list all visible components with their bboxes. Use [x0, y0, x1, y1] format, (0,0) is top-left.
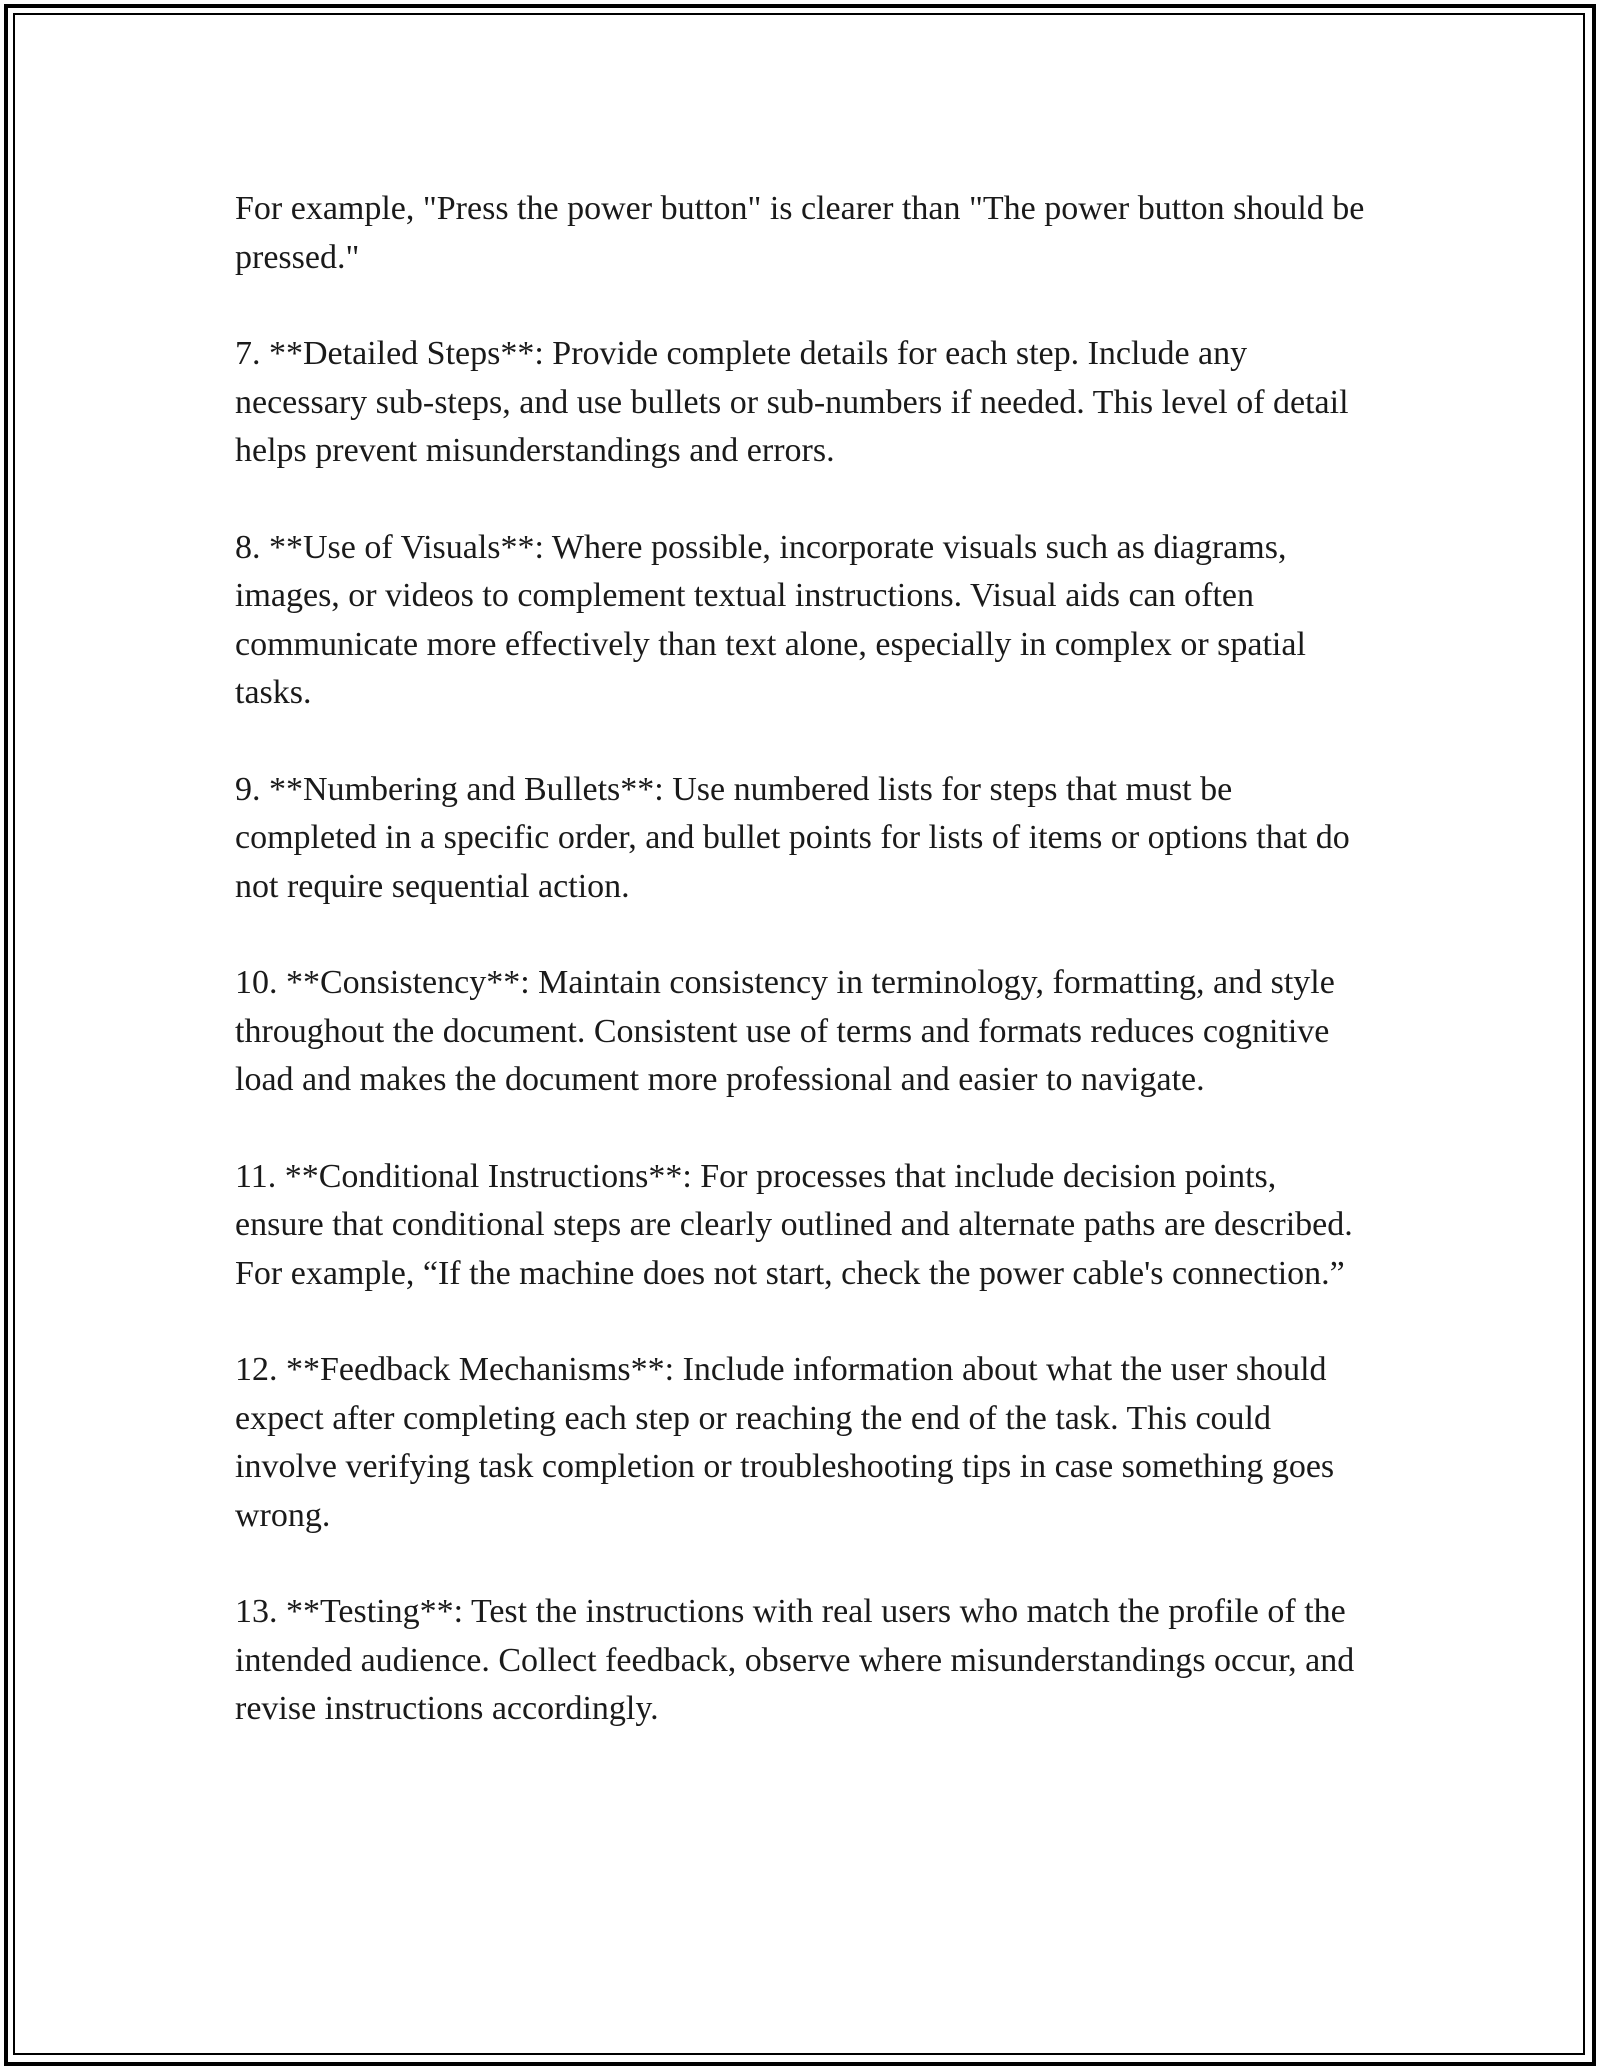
paragraph-use-of-visuals: 8. **Use of Visuals**: Where possible, incorporate visuals such as diagrams, images, or videos to complement textual instructions. Visual aids can often communicate more effectively than text alone, especially in complex or spatial tasks. — [235, 528, 1306, 711]
document-body — [235, 185, 1370, 1782]
paragraph-detailed-steps: 7. **Detailed Steps**: Provide complete details for each step. Include any necessary sub-steps, and use bullets or sub-numbers if needed. This level of detail helps prevent misunderstandings and errors. — [235, 335, 1349, 469]
paragraph-example-clarity: For example, "Press the power button" is clearer than "The power button should be pressed." — [235, 190, 1365, 276]
paragraph-feedback-mechanisms: 12. **Feedback Mechanisms**: Include information about what the user should expect after completing each step or reaching the end of the task. This could involve verifying task completion or troubleshooting tips in case something goes wrong. — [235, 1351, 1335, 1534]
paragraph-conditional-instructions: 11. **Conditional Instructions**: For processes that include decision points, ensure that conditional steps are clearly outlined and alternate paths are described. For example, “If the machine does not start, check the power cable's connection.” — [235, 1157, 1353, 1292]
paragraph-testing: 13. **Testing**: Test the instructions with real users who match the profile of the intended audience. Collect feedback, observe where misunderstandings occur, and revise instructions accordingly. — [235, 1593, 1355, 1727]
paragraph-consistency: 10. **Consistency**: Maintain consistency in terminology, formatting, and style throughout the document. Consistent use of terms and formats reduces cognitive load and makes the document more professional and easier to navigate. — [235, 964, 1335, 1098]
paragraph-numbering-and-bullets: 9. **Numbering and Bullets**: Use numbered lists for steps that must be completed in a specific order, and bullet points for lists of items or options that do not require sequential action. — [235, 770, 1350, 905]
